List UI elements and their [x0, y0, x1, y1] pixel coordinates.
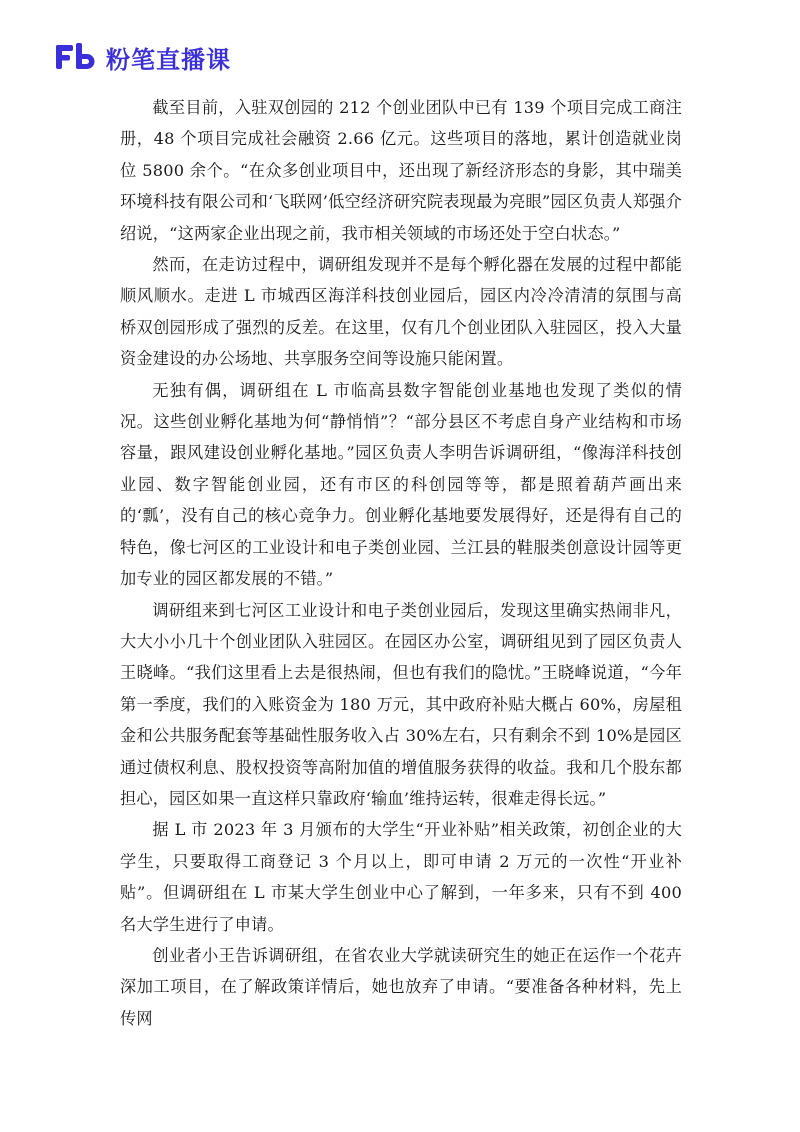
document-body: [120, 92, 682, 1034]
brand-name: 粉笔直播课: [106, 45, 231, 74]
paragraph: 调研组来到七河区工业设计和电子类创业园后，发现这里确实热闹非凡，大大小小几十个创业团队入驻园区。在园区办公室，调研组见到了园区负责人王晓峰。“我们这里看上去是很热闹，但也有我们的隐忧。”王晓峰说道，“今年第一季度，我们的入账资金为 180 万元，其中政府补贴大概占 60%，房屋租金和公共服务配套等基础性服务收入占 30%左右，只有剩余不到 10%是园区通过债权利息、股权投资等高附加值的增值服务获得的收益。我和几个股东都担心，园区如果一直这样只靠政府‘输血’维持运转，很难走得长远。”: [120, 600, 682, 808]
paragraph: 创业者小王告诉调研组，在省农业大学就读研究生的她正在运作一个花卉深加工项目，在了解政策详情后，她也放弃了申请。“要准备各种材料，先上传网: [120, 945, 682, 1028]
paragraph: 据 L 市 2023 年 3 月颁布的大学生“开业补贴”相关政策，初创企业的大学生，只要取得工商登记 3 个月以上，即可申请 2 万元的一次性“开业补贴”。但调研组在 L 市某大学生创业中心了解到，一年多来，只有不到 400 名大学生进行了申请。: [120, 820, 682, 934]
fenbi-fb-logo-icon: [54, 42, 100, 72]
page-header: [54, 40, 231, 74]
paragraph: 然而，在走访过程中，调研组发现并不是每个孵化器在发展的过程中都能顺风顺水。走进 L 市城西区海洋科技创业园后，园区内冷冷清清的氛围与高桥双创园形成了强烈的反差。在这里，仅有几个创业团队入驻园区，投入大量资金建设的办公场地、共享服务空间等设施只能闲置。: [120, 255, 682, 369]
paragraph: 无独有偶，调研组在 L 市临高县数字智能创业基地也发现了类似的情况。这些创业孵化基地为何“静悄悄”？“部分县区不考虑自身产业结构和市场容量，跟风建设创业孵化基地。”园区负责人李明告诉调研组，“像海洋科技创业园、数字智能创业园，还有市区的科创园等等，都是照着葫芦画出来的‘瓢’，没有自己的核心竞争力。创业孵化基地要发展得好，还是得有自己的特色，像七河区的工业设计和电子类创业园、兰江县的鞋服类创意设计园等更加专业的园区都发展的不错。”: [120, 380, 682, 589]
paragraph: 截至目前，入驻双创园的 212 个创业团队中已有 139 个项目完成工商注册，48 个项目完成社会融资 2.66 亿元。这些项目的落地，累计创造就业岗位 5800 余个。“在众多创业项目中，还出现了新经济形态的身影，其中瑞美环境科技有限公司和‘飞联网’低空经济研究院表现最为亮眼”园区负责人郑强介绍说，“这两家企业出现之前，我市相关领域的市场还处于空白状态。”: [120, 98, 682, 243]
